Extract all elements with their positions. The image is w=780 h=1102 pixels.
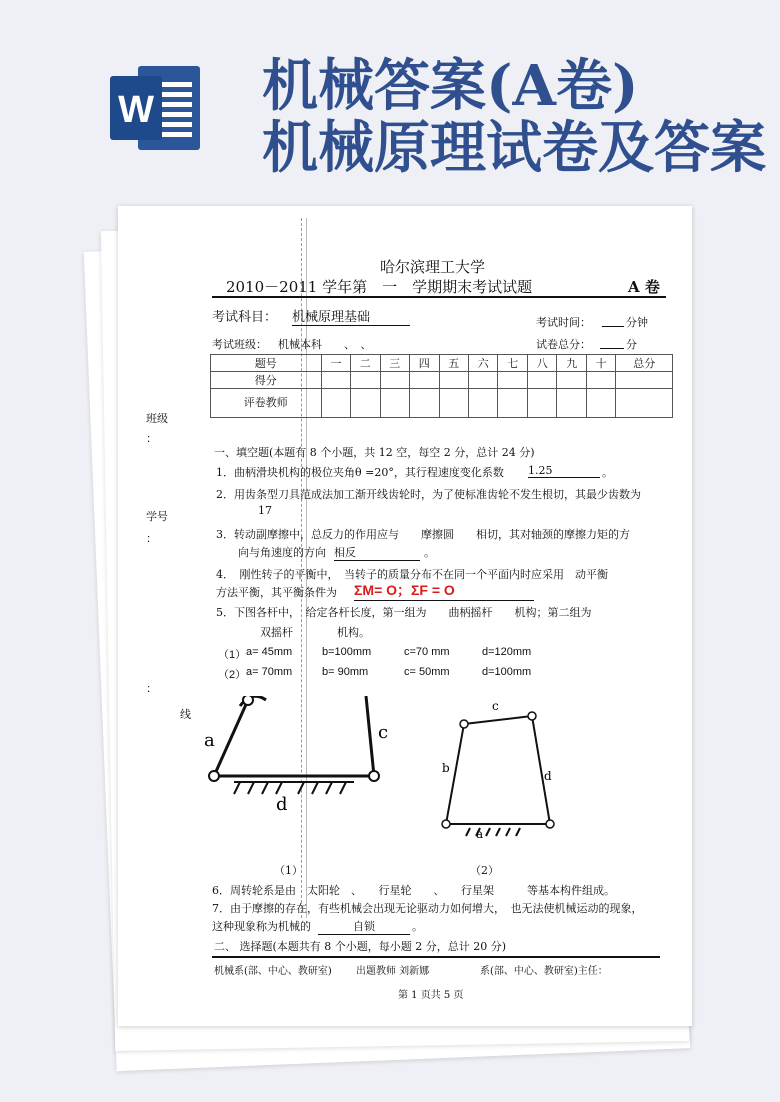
side-colon: ： bbox=[146, 432, 157, 445]
section2-heading: 二、 选择题(本题共有 8 个小题，每小题 2 分，总计 20 分) bbox=[214, 940, 507, 953]
exam-time-unit: 分钟 bbox=[626, 316, 648, 329]
exam-paper bbox=[118, 206, 692, 1026]
score-table-header-row bbox=[211, 355, 673, 372]
total-score-blank bbox=[600, 336, 624, 349]
fig1-label-a: a bbox=[204, 730, 215, 751]
question-1: 1．曲柄滑块机构的极位夹角θ =20°，其行程速度变化系数 bbox=[216, 466, 504, 479]
section1-heading: 一、填空题(本题有 8 个小题，共 12 空，每空 2 分，总计 24 分) bbox=[214, 446, 535, 459]
linkage-figure-2 bbox=[436, 698, 586, 838]
subject-value: 机械原理基础 bbox=[292, 306, 410, 326]
q3-end: 。 bbox=[424, 546, 435, 559]
paper-tag: A 卷 bbox=[628, 278, 660, 296]
question-6: 6．周转轮系是由 太阳轮 、 行星轮 、 行星架 等基本构件组成。 bbox=[212, 884, 615, 897]
side-colon: ： bbox=[146, 682, 157, 695]
side-colon: ： bbox=[146, 532, 157, 545]
svg-text:W: W bbox=[118, 89, 154, 131]
question-5: 5．下图各杆中， 给定各杆长度，第一组为 曲柄摇杆 机构；第二组为 bbox=[216, 606, 592, 619]
table-cell: 九 bbox=[557, 355, 586, 372]
question-2: 2．用齿条型刀具范成法加工渐开线齿轮时，为了使标准齿轮不发生根切，其最少齿数为 bbox=[216, 488, 641, 501]
table-cell: 六 bbox=[469, 355, 498, 372]
footer-teacher: 出题教师 刘新娜 bbox=[356, 966, 430, 977]
answer-1: 1.25 bbox=[528, 464, 600, 478]
fig2-label-b: b bbox=[442, 761, 450, 775]
table-cell: 五 bbox=[439, 355, 468, 372]
page-number: 第 1 页共 5 页 bbox=[398, 990, 464, 1001]
answer-2: 17 bbox=[258, 504, 272, 517]
fig1-label-c: c bbox=[378, 722, 389, 743]
group-1-d: d=120mm bbox=[482, 646, 532, 658]
answer-3: 相反 bbox=[334, 544, 420, 561]
table-cell: 二 bbox=[351, 355, 380, 372]
group-2-c: c= 50mm bbox=[404, 666, 450, 678]
group-2-label: （2） bbox=[218, 669, 247, 681]
total-score-label: 试卷总分： bbox=[536, 338, 591, 351]
figure-caption-2: （2） bbox=[470, 864, 499, 877]
side-line-label: 线 bbox=[180, 708, 191, 721]
group-1-b: b=100mm bbox=[322, 646, 372, 658]
question-7: 7．由于摩擦的存在，有些机械会出现无论驱动力如何增大， 也无法使机械运动的现象， bbox=[212, 902, 643, 915]
score-table-grader-row bbox=[211, 389, 673, 418]
word-logo-icon bbox=[108, 60, 204, 156]
table-cell: 八 bbox=[527, 355, 556, 372]
fig1-label-d: d bbox=[276, 794, 288, 815]
exam-time-label: 考试时间： bbox=[536, 316, 591, 329]
question-4-cont: 方法平衡，其平衡条件为 bbox=[216, 586, 337, 599]
group-2-b: b= 90mm bbox=[322, 666, 369, 678]
footer-dept: 机械系(部、中心、教研室) bbox=[214, 966, 332, 977]
question-5-cont: 双摇杆 机构。 bbox=[260, 626, 370, 639]
answer-4: ΣM= O；ΣF = O bbox=[354, 580, 534, 601]
q1-end: 。 bbox=[602, 466, 613, 479]
table-cell: 评卷教师 bbox=[211, 389, 322, 418]
fig2-label-c: c bbox=[492, 699, 499, 713]
fig2-label-d: d bbox=[544, 769, 552, 783]
answer-7: 自锁 bbox=[318, 918, 410, 935]
class-label: 考试班级： bbox=[212, 338, 267, 351]
question-3-cont: 向与角速度的方向 bbox=[238, 546, 326, 559]
total-score-unit: 分 bbox=[626, 338, 637, 351]
header-rule bbox=[212, 296, 666, 298]
group-2-d: d=100mm bbox=[482, 666, 532, 678]
table-cell: 十 bbox=[586, 355, 615, 372]
score-table bbox=[210, 354, 673, 418]
table-cell: 题号 bbox=[211, 355, 322, 372]
table-cell: 一 bbox=[321, 355, 350, 372]
footer-rule bbox=[212, 956, 660, 958]
sub-title: 机械原理试卷及答案 bbox=[262, 115, 766, 181]
side-student-no-label: 学号 bbox=[146, 510, 168, 523]
group-2-a: a= 70mm bbox=[246, 666, 293, 678]
figure-caption-1: （1） bbox=[274, 864, 303, 877]
score-table-score-row bbox=[211, 372, 673, 389]
question-7-cont: 这种现象称为机械的 bbox=[212, 920, 311, 933]
main-title: 机械答案(A卷) bbox=[262, 53, 639, 119]
table-cell: 总分 bbox=[616, 355, 673, 372]
table-cell: 三 bbox=[380, 355, 409, 372]
group-1-c: c=70 mm bbox=[404, 646, 450, 658]
q7-end: 。 bbox=[412, 920, 423, 933]
table-cell: 四 bbox=[410, 355, 439, 372]
table-cell: 得分 bbox=[211, 372, 322, 389]
group-1-label: （1） bbox=[218, 649, 247, 661]
question-4: 4． 刚性转子的平衡中， 当转子的质量分布不在同一个平面内时应采用 动平衡 bbox=[216, 568, 608, 581]
table-cell: 七 bbox=[498, 355, 527, 372]
exam-time-blank bbox=[602, 314, 624, 327]
subject-label: 考试科目： bbox=[212, 310, 278, 325]
group-1-a: a= 45mm bbox=[246, 646, 293, 658]
footer-head: 系(部、中心、教研室)主任： bbox=[480, 966, 608, 977]
side-class-label: 班级 bbox=[146, 412, 168, 425]
exam-year-line: 2010－2011 学年第 一 学期期末考试试题 bbox=[226, 278, 533, 296]
question-3: 3．转动副摩擦中，总反力的作用应与 摩擦圆 相切，其对轴颈的摩擦力矩的方 bbox=[216, 528, 630, 541]
fig2-label-a: a bbox=[476, 827, 484, 838]
class-value: 机械本科 、 、 bbox=[278, 338, 372, 351]
university-name: 哈尔滨理工大学 bbox=[380, 258, 486, 276]
